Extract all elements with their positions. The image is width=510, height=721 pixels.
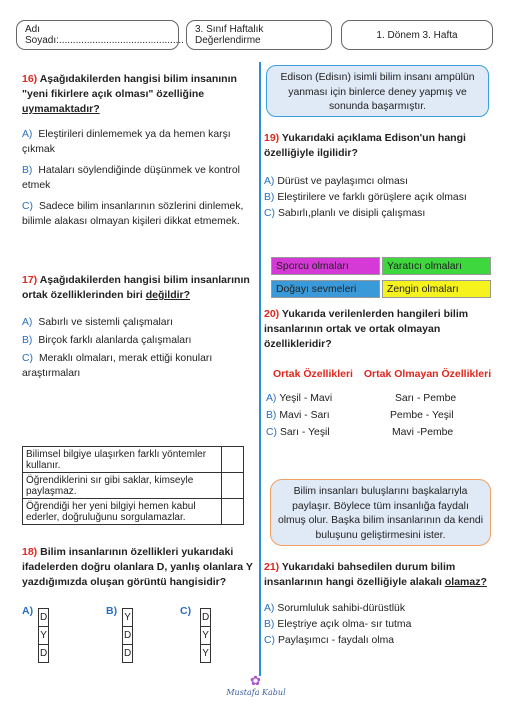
question-20 bbox=[264, 307, 499, 352]
tag-yaratici: Yaratıcı olmaları bbox=[382, 257, 491, 275]
question-19 bbox=[264, 131, 494, 161]
q21-options bbox=[264, 601, 499, 648]
q19-option-b[interactable]: B) Eleştirilere ve farklı görüşlere açık olması bbox=[264, 192, 467, 203]
q18-line2: ifadelerden doğru olanlara D, yanlış olanlara Y bbox=[22, 561, 253, 573]
q17-line2: ortak özelliklerinden biri bbox=[22, 289, 146, 301]
q18-statement-1: Bilimsel bilgiye ulaşırken farklı yöntemler kullanır. bbox=[23, 447, 222, 473]
sharing-info-box: Bilim insanları buluşlarını başkalarıyla paylaşır. Böylece tüm insanlığa faydalı olmuş olur. Başka bilim insanlarının da kendi buluşunu geliştirmesini ister. bbox=[270, 479, 491, 546]
q20-number: 20) bbox=[264, 308, 280, 320]
tag-doga: Doğayı sevmeleri bbox=[271, 280, 380, 298]
q20-option-a[interactable]: A) Yeşil - Mavi Sarı - Pembe bbox=[266, 393, 457, 404]
question-16 bbox=[22, 72, 252, 117]
q18-answer-cell-1[interactable] bbox=[222, 447, 244, 473]
q21-option-b[interactable]: B) Eleştriye açık olma- sır tutma bbox=[264, 619, 412, 630]
name-field bbox=[16, 20, 184, 50]
q21-option-a[interactable]: A) Sorumluluk sahibi-dürüstlük bbox=[264, 603, 406, 614]
header-period-box bbox=[341, 20, 493, 50]
q16-option-a[interactable]: A) Eleştirileri dinlememek ya da hemen karşı çıkmak bbox=[22, 129, 231, 155]
q18-option-c-grid: D Y Y bbox=[200, 608, 211, 663]
q17-line1: Aşağıdakilerden hangisi bilim insanlarının bbox=[39, 274, 250, 286]
q17-line2-emph: değildir? bbox=[145, 289, 191, 301]
q21-line2-emph: olamaz? bbox=[444, 576, 487, 588]
question-17 bbox=[22, 273, 252, 303]
q20-col2: Ortak Olmayan Özellikleri bbox=[363, 368, 492, 380]
q21-number: 21) bbox=[264, 561, 280, 573]
header-period: 1. Dönem 3. Hafta bbox=[376, 29, 458, 41]
q18-line1: Bilim insanlarının özellikleri yukarıdaki bbox=[40, 546, 234, 558]
q16-line1: Aşağıdakilerden hangisi bilim insanının bbox=[39, 73, 237, 85]
q19-option-c[interactable]: C) Sabırlı,planlı ve disipli çalışması bbox=[264, 208, 426, 219]
q20-option-c[interactable]: C) Sarı - Yeşil Mavi -Pembe bbox=[266, 427, 454, 438]
q16-line3: uymamaktadır? bbox=[22, 103, 100, 115]
tag-zengin: Zengin olmaları bbox=[382, 280, 491, 298]
name-label: Adı Soyadı:............................................. bbox=[25, 24, 184, 46]
q20-line1: Yukarıda verilenlerden hangileri bilim bbox=[281, 308, 469, 320]
q16-options bbox=[22, 127, 257, 229]
q19-line2: özelliğiyle ilgilidir? bbox=[264, 147, 358, 159]
q16-option-b[interactable]: B) Hataları söylendiğinde düşünmek ve kontrol etmek bbox=[22, 165, 240, 191]
q21-line1: Yukarıdaki bahsedilen durum bilim bbox=[281, 561, 456, 573]
q19-line1: Yukarıdaki açıklama Edison'un hangi bbox=[281, 132, 466, 144]
question-21 bbox=[264, 560, 504, 590]
q19-number: 19) bbox=[264, 132, 280, 144]
q16-line2: "yeni fikirlere açık olması" özelliğine bbox=[22, 88, 205, 100]
q18-statement-2: Öğrendiklerini sır gibi saklar, kimseyle paylaşmaz. bbox=[23, 473, 222, 499]
q20-options bbox=[266, 391, 496, 442]
header-title: 3. Sınıf Haftalık Değerlendirme bbox=[195, 24, 264, 46]
question-18 bbox=[22, 545, 257, 590]
q18-number: 18) bbox=[22, 546, 38, 558]
q16-option-c[interactable]: C) Sadece bilim insanlarının sözlerini dinlemek, bilimle alakası olmayan kişileri dikkat etmemek. bbox=[22, 201, 244, 227]
q17-options bbox=[22, 315, 257, 381]
header-title-box bbox=[186, 20, 332, 50]
column-divider bbox=[259, 62, 261, 676]
signature: Mustafa Kabul bbox=[226, 688, 286, 697]
q16-number: 16) bbox=[22, 73, 38, 85]
edison-info-box: Edison (Edisın) isimli bilim insanı ampülün yanması için binlerce deney yapmış ve sonunda başarmıştır. bbox=[266, 65, 489, 117]
q17-option-b[interactable]: B) Birçok farklı alanlarda çalışmaları bbox=[22, 335, 192, 346]
tag-sporcu: Sporcu olmaları bbox=[271, 257, 380, 275]
q20-line3: özellikleridir? bbox=[264, 338, 332, 350]
signature-flower-icon: ✿ bbox=[250, 673, 261, 688]
q18-statement-3: Öğrendiği her yeni bilgiyi hemen kabul ederler, doğruluğunu sorgulamazlar. bbox=[23, 499, 222, 525]
q20-column-headers bbox=[273, 367, 503, 382]
q20-line2: insanlarının ortak ve ortak olmayan bbox=[264, 323, 441, 335]
q17-option-c[interactable]: C) Meraklı olmaları, merak ettiği konuları araştırmaları bbox=[22, 353, 213, 379]
q21-option-c[interactable]: C) Paylaşımcı - faydalı olma bbox=[264, 635, 395, 646]
q19-option-a[interactable]: A) Dürüst ve paylaşımcı olması bbox=[264, 176, 408, 187]
q18-answer-cell-2[interactable] bbox=[222, 473, 244, 499]
q17-number: 17) bbox=[22, 274, 38, 286]
q18-line3: yazdığımızda oluşan görüntü hangisidir? bbox=[22, 576, 227, 588]
q20-option-b[interactable]: B) Mavi - Sarı Pembe - Yeşil bbox=[266, 410, 454, 421]
q18-statement-table bbox=[22, 446, 244, 525]
q20-col1: Ortak Özellikleri bbox=[273, 368, 353, 380]
q17-option-a[interactable]: A) Sabırlı ve sistemli çalışmaları bbox=[22, 317, 173, 328]
q18-option-a-grid: D Y D bbox=[38, 608, 49, 663]
q18-option-b-grid: Y D D bbox=[122, 608, 133, 663]
q19-options bbox=[264, 174, 499, 221]
q21-line2: insanlarının hangi özelliğiyle alakalı bbox=[264, 576, 445, 588]
q18-answer-cell-3[interactable] bbox=[222, 499, 244, 525]
